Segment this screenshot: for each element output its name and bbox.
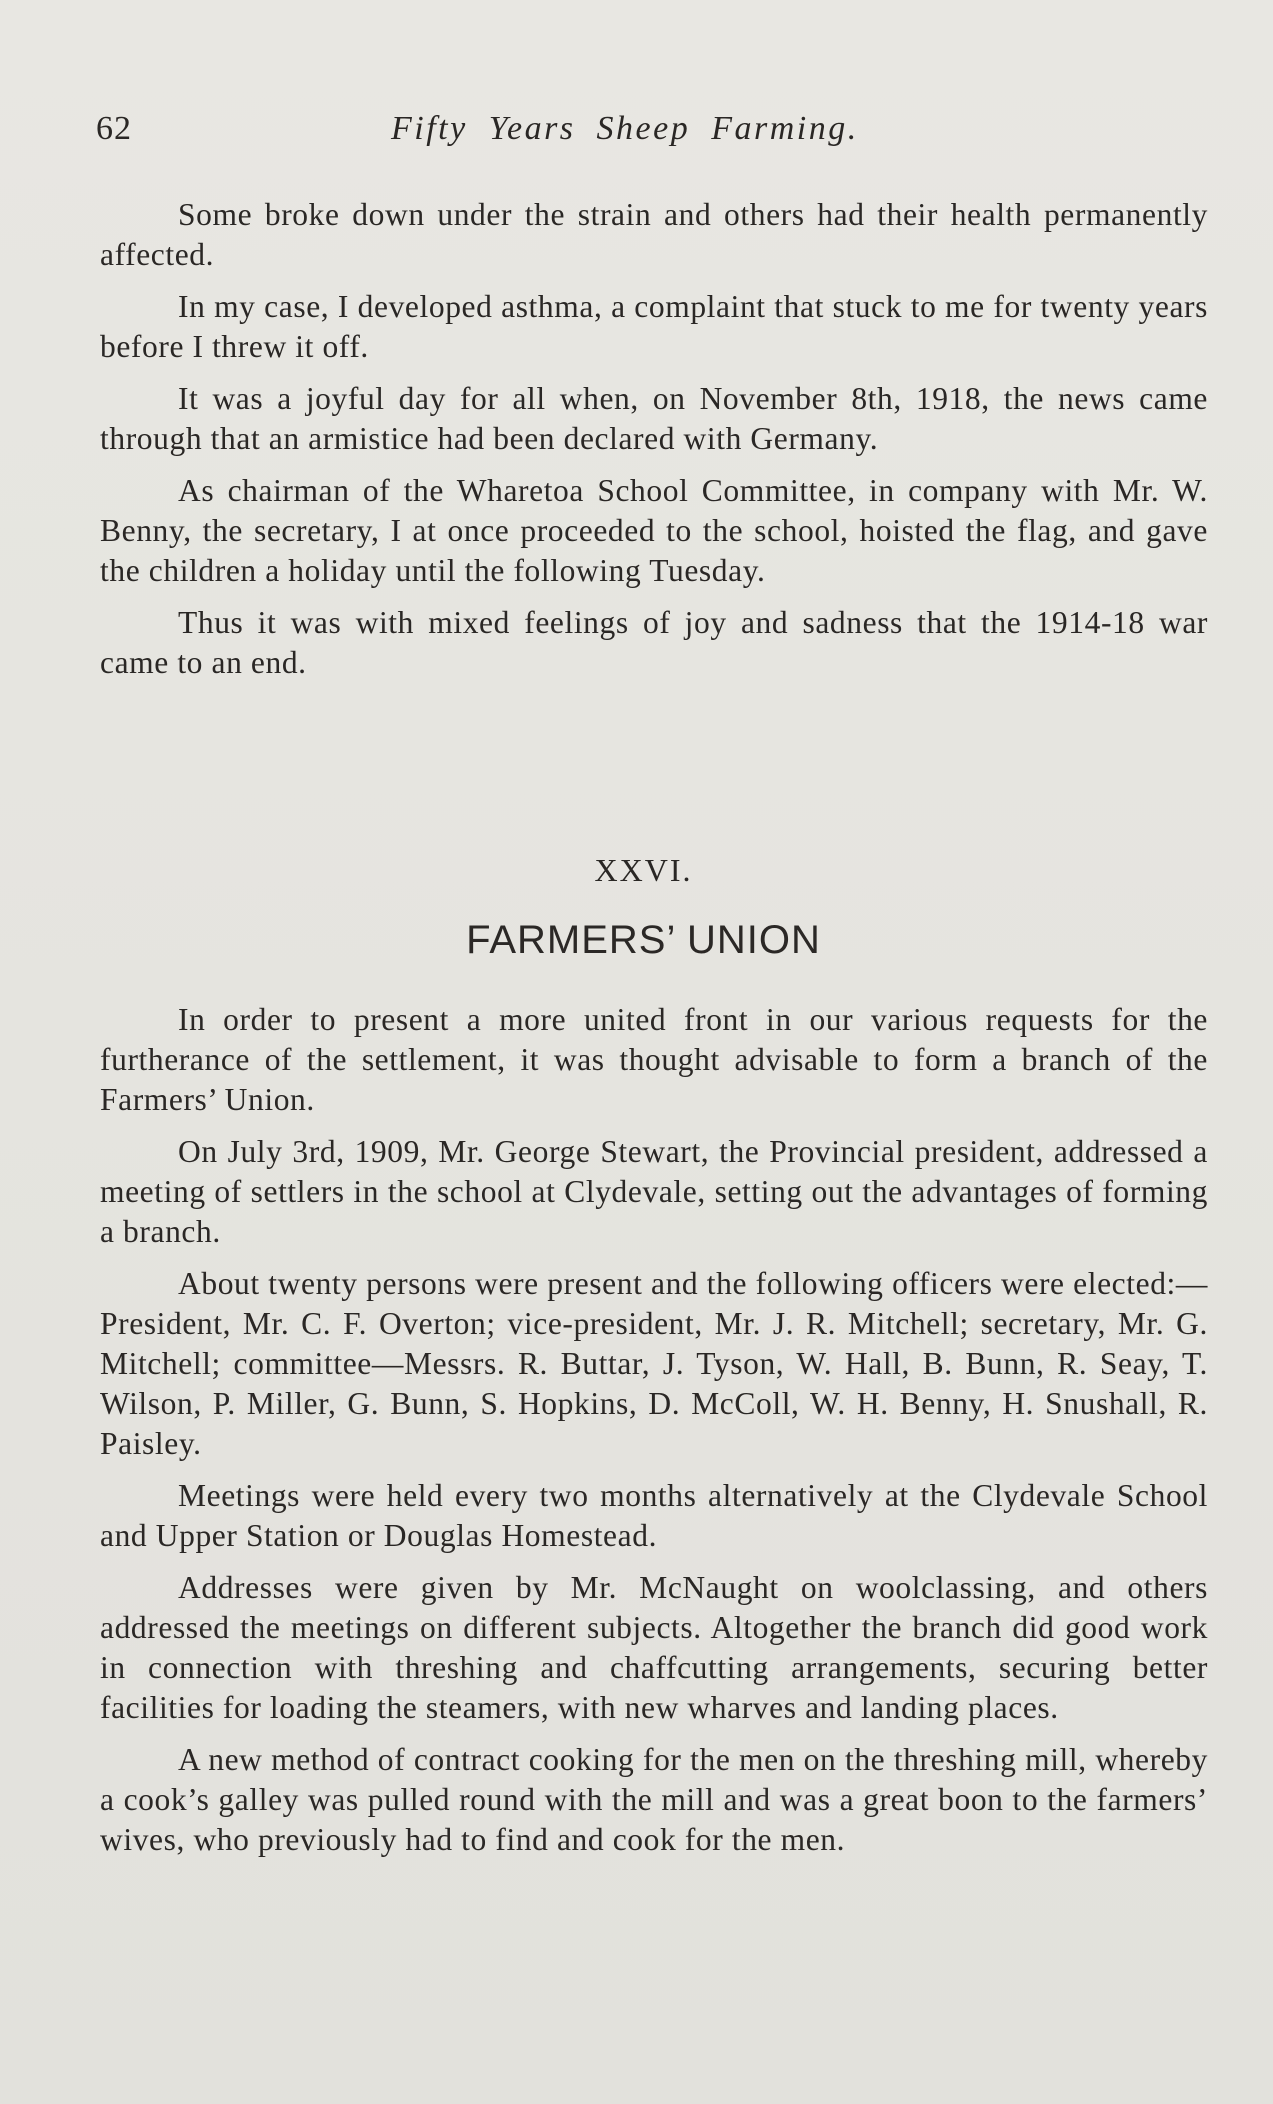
paragraph: In order to present a more united front in our various requests for the furtherance of the settlement, it was thought advisable to form a branch of the Farmers’ Union. (100, 1002, 1208, 1117)
paragraph: It was a joyful day for all when, on November 8th, 1918, the news came through that an armistice had been declared with Germany. (100, 381, 1208, 456)
text-block-chapter-body (100, 1000, 1208, 1872)
paragraph: A new method of contract cooking for the men on the threshing mill, whereby a cook’s galley was pulled round with the mill and was a great boon to the farmers’ wives, who previously had to find and cook for the men. (100, 1742, 1208, 1857)
paragraph: Meetings were held every two months alternatively at the Clydevale School and Upper Station or Douglas Homestead. (100, 1478, 1208, 1553)
paragraph: Some broke down under the strain and others had their health permanently affected. (100, 197, 1208, 272)
running-title: Fifty Years Sheep Farming. (391, 110, 859, 147)
chapter-title: FARMERS’ UNION (466, 918, 821, 962)
paragraph: In my case, I developed asthma, a complaint that stuck to me for twenty years before I threw it off. (100, 289, 1208, 364)
paragraph: About twenty persons were present and the following officers were elected:—President, Mr. C. F. Overton; vice-president, Mr. J. R. Mitchell; secretary, Mr. G. Mitchell; committee—Messrs. R. Buttar, J. Tyson, W. Hall, B. Bunn, R. Seay, T. Wilson, P. Miller, G. Bunn, S. Hopkins, D. McColl, W. H. Benny, H. Snushall, R. Paisley. (100, 1266, 1208, 1461)
page-number: 62 (96, 110, 132, 147)
paragraph: Thus it was with mixed feelings of joy and sadness that the 1914-18 war came to an end. (100, 605, 1208, 680)
text-block-before-chapter (100, 195, 1208, 695)
page-header (96, 110, 1206, 160)
chapter-number: XXVI. (594, 852, 693, 888)
paragraph: Addresses were given by Mr. McNaught on woolclassing, and others addressed the meetings on different subjects. Altogether the branch did good work in connection with threshing and chaffcutting arrangements, securing better facilities for loading the steamers, with new wharves and landing places. (100, 1570, 1208, 1725)
paragraph: As chairman of the Wharetoa School Committee, in company with Mr. W. Benny, the secretary, I at once proceeded to the school, hoisted the flag, and gave the children a holiday until the following Tuesday. (100, 473, 1208, 588)
paragraph: On July 3rd, 1909, Mr. George Stewart, the Provincial president, addressed a meeting of settlers in the school at Clydevale, setting out the advantages of forming a branch. (100, 1134, 1208, 1249)
